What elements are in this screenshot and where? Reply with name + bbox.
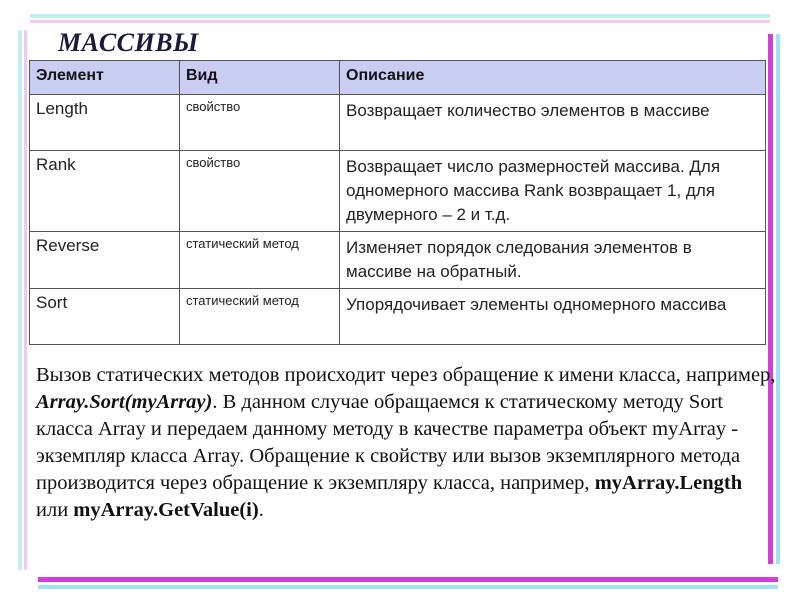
cell-description: Упорядочивает элементы одномерного массива xyxy=(340,289,766,345)
frame-right-cyan-line xyxy=(776,34,780,564)
frame-top-pink-line xyxy=(30,20,770,23)
header-description: Описание xyxy=(340,61,766,95)
paragraph-text: Вызов статических методов происходит через обращение к имени класса, например, xyxy=(36,364,776,386)
paragraph-text: . xyxy=(258,499,264,521)
frame-left-pink-line xyxy=(24,30,27,570)
frame-bottom-cyan-line xyxy=(38,585,778,589)
table-header-row xyxy=(30,61,766,95)
code-array-sort: Array.Sort(myArray) xyxy=(36,391,213,413)
array-members-table xyxy=(29,60,766,345)
cell-element: Sort xyxy=(30,289,180,345)
table-row xyxy=(30,289,766,345)
table-row xyxy=(30,151,766,232)
cell-kind: статический метод xyxy=(180,232,340,289)
cell-element: Length xyxy=(30,95,180,151)
code-myarray-length: myArray.Length xyxy=(594,472,743,494)
cell-kind: свойство xyxy=(180,151,340,232)
explanation-paragraph xyxy=(36,362,776,524)
code-myarray-getvalue: myArray.GetValue(i) xyxy=(73,499,259,521)
cell-description: Изменяет порядок следования элементов в массиве на обратный. xyxy=(340,232,766,289)
frame-bottom-magenta-line xyxy=(38,577,778,582)
paragraph-text: . В данном случае обращаемся к статическому методу Sort класса Array и передаем данному методу в качестве параметра объект myArray - экземпляр класса Array. Обращение к свойству или вызов экземплярного метода производится через обращение к экземпляру класса, например, xyxy=(36,391,741,494)
header-kind: Вид xyxy=(180,61,340,95)
frame-left-cyan-line xyxy=(18,30,22,570)
cell-kind: свойство xyxy=(180,95,340,151)
slide-title: МАССИВЫ xyxy=(58,28,199,57)
frame-top-cyan-line xyxy=(30,14,770,18)
cell-element: Reverse xyxy=(30,232,180,289)
cell-element: Rank xyxy=(30,151,180,232)
table-row xyxy=(30,95,766,151)
paragraph-text: или xyxy=(36,499,74,521)
header-element: Элемент xyxy=(30,61,180,95)
table-row xyxy=(30,232,766,289)
cell-description: Возвращает число размерностей массива. Для одномерного массива Rank возвращает 1, для двумерного – 2 и т.д. xyxy=(340,151,766,232)
cell-kind: статический метод xyxy=(180,289,340,345)
cell-description: Возвращает количество элементов в массиве xyxy=(340,95,766,151)
